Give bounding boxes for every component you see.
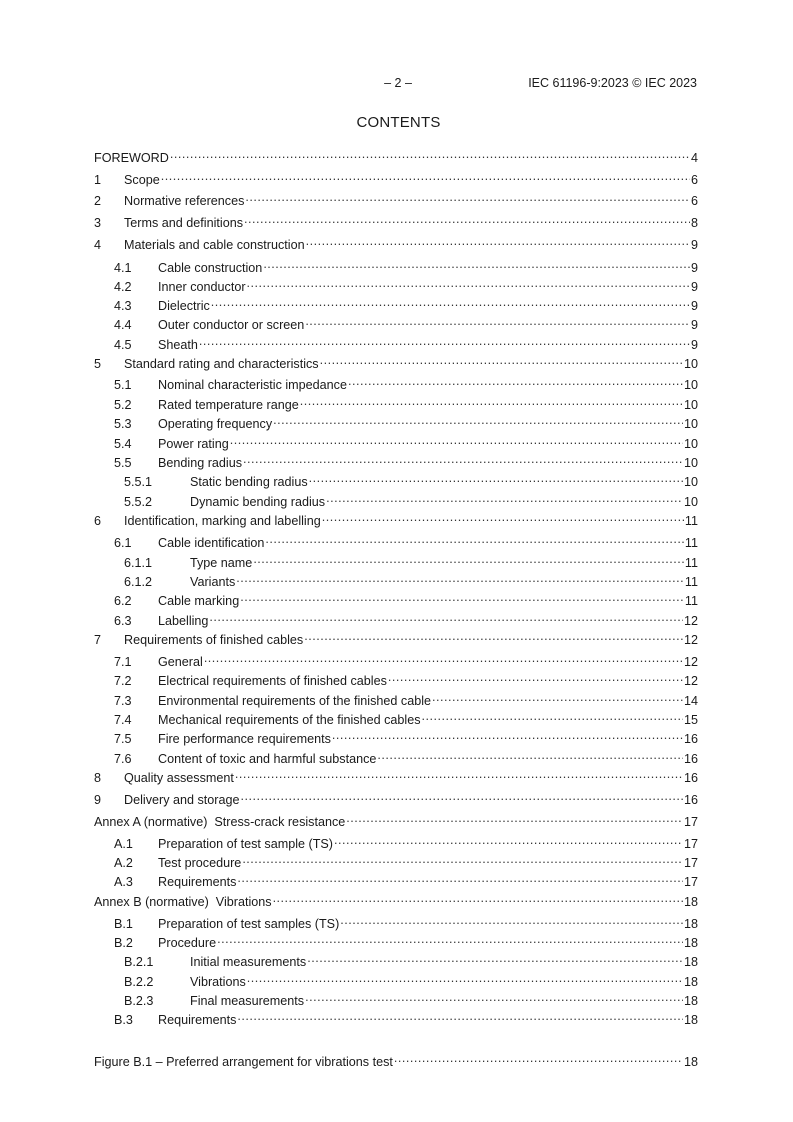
dot-leader xyxy=(244,211,690,227)
dot-leader xyxy=(243,451,683,467)
toc-page: 18 xyxy=(683,955,698,969)
toc-number: 7.3 xyxy=(114,694,132,708)
toc-page: 16 xyxy=(683,732,698,746)
toc-title: Dynamic bending radius xyxy=(190,495,326,509)
dot-leader xyxy=(326,490,683,506)
dot-leader xyxy=(394,1050,683,1066)
toc-page: 11 xyxy=(684,575,698,589)
dot-leader xyxy=(340,912,683,928)
toc-number: 7.5 xyxy=(114,732,132,746)
toc-page: 6 xyxy=(690,173,698,187)
toc-entry[interactable] xyxy=(94,294,698,313)
toc-number: 4.2 xyxy=(114,280,132,294)
toc-entry[interactable] xyxy=(94,708,698,727)
toc-number: 4.1 xyxy=(114,261,132,275)
toc-page: 9 xyxy=(690,299,698,313)
toc-entry[interactable] xyxy=(94,970,698,989)
toc-title: Operating frequency xyxy=(158,417,273,431)
dot-leader xyxy=(204,650,683,666)
toc-number: 8 xyxy=(94,771,102,785)
dot-leader xyxy=(209,609,683,625)
page-title: CONTENTS xyxy=(356,114,441,131)
dot-leader xyxy=(305,313,690,329)
toc-number: A.1 xyxy=(114,837,133,851)
toc-number: 6.1.1 xyxy=(124,556,153,570)
toc-entry[interactable] xyxy=(94,189,698,208)
toc-page: 10 xyxy=(683,417,698,431)
dot-leader xyxy=(322,509,684,525)
toc-number: 5.2 xyxy=(114,398,132,412)
dot-leader xyxy=(305,989,683,1005)
toc-title: Cable construction xyxy=(158,261,263,275)
toc-number: 9 xyxy=(94,793,102,807)
toc-entry[interactable] xyxy=(94,531,698,550)
toc-title: Normative references xyxy=(124,194,245,208)
dot-leader xyxy=(242,851,683,867)
toc-title: Vibrations xyxy=(190,975,246,989)
toc-page: 11 xyxy=(684,536,698,550)
toc-page: 10 xyxy=(683,475,698,489)
toc-entry[interactable] xyxy=(94,766,698,785)
toc-number: 5.3 xyxy=(114,417,132,431)
toc-title: Outer conductor or screen xyxy=(158,318,305,332)
toc-entry[interactable] xyxy=(94,950,698,969)
toc-page: 18 xyxy=(683,1013,698,1027)
toc-title: Dielectric xyxy=(158,299,210,313)
toc-entry[interactable] xyxy=(94,275,698,294)
toc-entry[interactable] xyxy=(94,412,698,431)
toc-title: Rated temperature range xyxy=(158,398,299,412)
dot-leader xyxy=(230,432,683,448)
toc-entry[interactable] xyxy=(94,490,698,509)
toc-number: 6.1.2 xyxy=(124,575,153,589)
toc-title: Annex A (normative) Stress-crack resistance xyxy=(94,815,346,829)
dot-leader xyxy=(237,1008,683,1024)
toc-page: 18 xyxy=(683,917,698,931)
toc-entry-annex-a[interactable] xyxy=(94,810,698,829)
toc-page: 8 xyxy=(690,216,698,230)
toc-title: Static bending radius xyxy=(190,475,308,489)
toc-page: 12 xyxy=(683,674,698,688)
toc-number: 5 xyxy=(94,357,102,371)
toc-title: Scope xyxy=(124,173,160,187)
toc-entry[interactable] xyxy=(94,788,698,807)
toc-page: 10 xyxy=(683,495,698,509)
toc-entry[interactable] xyxy=(94,256,698,275)
toc-title: Electrical requirements of finished cables xyxy=(158,674,387,688)
toc-entry[interactable] xyxy=(94,689,698,708)
toc-title: Fire performance requirements xyxy=(158,732,331,746)
toc-entry[interactable] xyxy=(94,851,698,870)
toc-title: Annex B (normative) Vibrations xyxy=(94,895,272,909)
toc-title: Cable marking xyxy=(158,594,240,608)
dot-leader xyxy=(320,352,683,368)
dot-leader xyxy=(346,810,683,826)
dot-leader xyxy=(199,333,690,349)
toc-number: 5.5.1 xyxy=(124,475,153,489)
toc-number: A.2 xyxy=(114,856,133,870)
toc-number: 4.4 xyxy=(114,318,132,332)
toc-title: Materials and cable construction xyxy=(124,238,305,252)
toc-number: 5.5.2 xyxy=(124,495,153,509)
toc-entry[interactable] xyxy=(94,832,698,851)
toc-number: B.2.1 xyxy=(124,955,154,969)
toc-title: Preparation of test samples (TS) xyxy=(158,917,340,931)
toc-page: 10 xyxy=(683,456,698,470)
toc-page: 16 xyxy=(683,793,698,807)
toc-number: A.3 xyxy=(114,875,133,889)
toc-entry[interactable] xyxy=(94,650,698,669)
toc-entry[interactable] xyxy=(94,609,698,628)
toc-entry-foreword[interactable] xyxy=(94,146,698,165)
toc-page: 4 xyxy=(690,151,698,165)
toc-page: 18 xyxy=(683,994,698,1008)
toc-entry[interactable] xyxy=(94,747,698,766)
dot-leader xyxy=(237,870,683,886)
toc-title: Requirements xyxy=(158,1013,237,1027)
toc-title: Power rating xyxy=(158,437,229,451)
toc-title: Delivery and storage xyxy=(124,793,240,807)
toc-page: 17 xyxy=(683,856,698,870)
toc-entry[interactable] xyxy=(94,352,698,371)
toc-title: Content of toxic and harmful substance xyxy=(158,752,377,766)
toc-page: 9 xyxy=(690,238,698,252)
dot-leader xyxy=(348,373,683,389)
toc-page: 10 xyxy=(683,378,698,392)
toc-page: 17 xyxy=(683,837,698,851)
dot-leader xyxy=(161,168,690,184)
dot-leader xyxy=(265,531,684,547)
dot-leader xyxy=(309,470,683,486)
toc-page: 12 xyxy=(683,655,698,669)
toc-page: 16 xyxy=(683,771,698,785)
dot-leader xyxy=(241,788,683,804)
toc-entry[interactable] xyxy=(94,727,698,746)
toc-number: 5.4 xyxy=(114,437,132,451)
toc-number: 6.2 xyxy=(114,594,132,608)
toc-entry[interactable] xyxy=(94,393,698,412)
dot-leader xyxy=(388,669,683,685)
toc-page: 11 xyxy=(684,556,698,570)
toc-page: 9 xyxy=(690,280,698,294)
toc-number: 1 xyxy=(94,173,102,187)
toc-entry[interactable] xyxy=(94,233,698,252)
toc-page: 9 xyxy=(690,318,698,332)
toc-page: 12 xyxy=(683,633,698,647)
toc-title: Nominal characteristic impedance xyxy=(158,378,347,392)
dot-leader xyxy=(332,727,683,743)
toc-page: 9 xyxy=(690,338,698,352)
toc-title: Type name xyxy=(190,556,253,570)
toc-title: Final measurements xyxy=(190,994,305,1008)
dot-leader xyxy=(304,628,683,644)
dot-leader xyxy=(240,589,684,605)
toc-title: Inner conductor xyxy=(158,280,246,294)
dot-leader xyxy=(300,393,683,409)
toc-number: 7.4 xyxy=(114,713,132,727)
toc-page: 17 xyxy=(683,815,698,829)
toc-title: Requirements xyxy=(158,875,237,889)
toc-number: B.1 xyxy=(114,917,133,931)
toc-entry[interactable] xyxy=(94,589,698,608)
toc-title: Quality assessment xyxy=(124,771,234,785)
toc-entry[interactable] xyxy=(94,373,698,392)
toc-title: Terms and definitions xyxy=(124,216,244,230)
dot-leader xyxy=(307,950,683,966)
toc-entry[interactable] xyxy=(94,509,698,528)
toc-entry[interactable] xyxy=(94,1008,698,1027)
toc-page: 15 xyxy=(683,713,698,727)
dot-leader xyxy=(273,412,683,428)
dot-leader xyxy=(253,551,684,567)
toc-title: Procedure xyxy=(158,936,217,950)
dot-leader xyxy=(235,766,683,782)
toc-number: 7.6 xyxy=(114,752,132,766)
dot-leader xyxy=(217,931,683,947)
toc-entry[interactable] xyxy=(94,912,698,931)
toc-title: Requirements of finished cables xyxy=(124,633,304,647)
dot-leader xyxy=(422,708,683,724)
toc-entry-figure[interactable] xyxy=(94,1050,698,1069)
toc-number: 6.3 xyxy=(114,614,132,628)
toc-number: 6 xyxy=(94,514,102,528)
dot-leader xyxy=(236,570,684,586)
toc-page: 11 xyxy=(684,514,698,528)
toc-number: 3 xyxy=(94,216,102,230)
toc-title: General xyxy=(158,655,203,669)
toc-entry[interactable] xyxy=(94,570,698,589)
dot-leader xyxy=(306,233,690,249)
toc-entry[interactable] xyxy=(94,551,698,570)
toc-entry[interactable] xyxy=(94,211,698,230)
toc-entry[interactable] xyxy=(94,470,698,489)
toc-entry[interactable] xyxy=(94,669,698,688)
toc-title: Preparation of test sample (TS) xyxy=(158,837,333,851)
toc-page: 18 xyxy=(683,936,698,950)
toc-number: 5.1 xyxy=(114,378,132,392)
toc-page: 18 xyxy=(683,895,698,909)
toc-entry[interactable] xyxy=(94,313,698,332)
toc-title: FOREWORD xyxy=(94,151,169,165)
toc-entry[interactable] xyxy=(94,870,698,889)
toc-title: Bending radius xyxy=(158,456,243,470)
toc-entry[interactable] xyxy=(94,451,698,470)
dot-leader xyxy=(170,146,690,162)
toc-number: B.2 xyxy=(114,936,133,950)
dot-leader xyxy=(247,970,683,986)
toc-number: 7 xyxy=(94,633,102,647)
toc-number: B.2.3 xyxy=(124,994,154,1008)
toc-number: 5.5 xyxy=(114,456,132,470)
toc-entry[interactable] xyxy=(94,931,698,950)
toc-entry[interactable] xyxy=(94,989,698,1008)
dot-leader xyxy=(245,189,690,205)
toc-number: B.2.2 xyxy=(124,975,154,989)
dot-leader xyxy=(247,275,690,291)
dot-leader xyxy=(263,256,690,272)
toc-title: Environmental requirements of the finished cable xyxy=(158,694,432,708)
toc-title: Labelling xyxy=(158,614,209,628)
toc-number: 7.1 xyxy=(114,655,132,669)
toc-title: Mechanical requirements of the finished cables xyxy=(158,713,421,727)
toc-title: Standard rating and characteristics xyxy=(124,357,319,371)
toc-title: Sheath xyxy=(158,338,198,352)
toc-page: 10 xyxy=(683,357,698,371)
toc-page: 14 xyxy=(683,694,698,708)
toc-number: B.3 xyxy=(114,1013,133,1027)
dot-leader xyxy=(377,747,683,763)
toc-page: 10 xyxy=(683,398,698,412)
toc-entry[interactable] xyxy=(94,628,698,647)
toc-number: 4.3 xyxy=(114,299,132,313)
toc-page: 6 xyxy=(690,194,698,208)
toc-title: Variants xyxy=(190,575,236,589)
toc-title: Initial measurements xyxy=(190,955,307,969)
toc-entry[interactable] xyxy=(94,333,698,352)
toc-page: 11 xyxy=(684,594,698,608)
toc-title: Identification, marking and labelling xyxy=(124,514,321,528)
toc-number: 6.1 xyxy=(114,536,132,550)
toc-page: 12 xyxy=(683,614,698,628)
toc-number: 7.2 xyxy=(114,674,132,688)
toc-page: 17 xyxy=(683,875,698,889)
dot-leader xyxy=(432,689,683,705)
toc-page: 10 xyxy=(683,437,698,451)
toc-entry[interactable] xyxy=(94,168,698,187)
toc-number: 2 xyxy=(94,194,102,208)
toc-page: 16 xyxy=(683,752,698,766)
toc-title: Test procedure xyxy=(158,856,242,870)
standard-reference: IEC 61196-9:2023 © IEC 2023 xyxy=(528,76,697,90)
toc-title: Figure B.1 – Preferred arrangement for vibrations test xyxy=(94,1055,393,1069)
toc-entry-annex-b[interactable] xyxy=(94,890,698,909)
toc-number: 4 xyxy=(94,238,102,252)
dot-leader xyxy=(211,294,690,310)
toc-page: 18 xyxy=(683,975,698,989)
toc-number: 4.5 xyxy=(114,338,132,352)
toc-title: Cable identification xyxy=(158,536,265,550)
page-number: – 2 – xyxy=(384,76,412,90)
toc-entry[interactable] xyxy=(94,432,698,451)
toc-page: 18 xyxy=(683,1055,698,1069)
toc-page: 9 xyxy=(690,261,698,275)
dot-leader xyxy=(273,890,683,906)
dot-leader xyxy=(334,832,683,848)
